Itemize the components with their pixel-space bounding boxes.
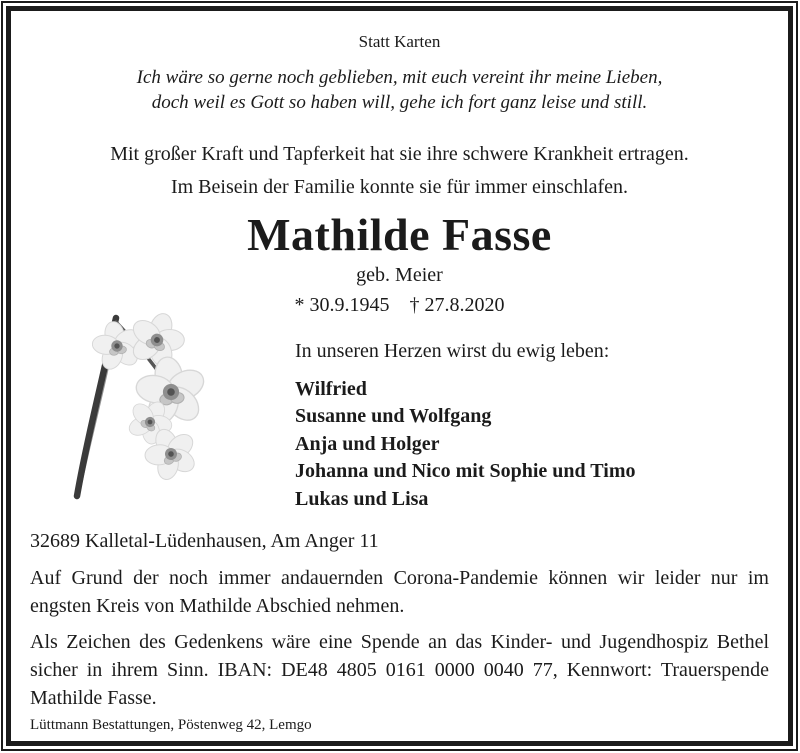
mourner-line: Lukas und Lisa xyxy=(295,487,429,510)
mourner-line: Wilfried xyxy=(295,378,367,400)
notice-outer-frame xyxy=(1,1,798,751)
remembrance-line: In unseren Herzen wirst du ewig leben: xyxy=(295,340,610,362)
intro-line-1: Mit großer Kraft und Tapferkeit hat sie ihre schwere Krankheit ertragen. xyxy=(110,143,689,165)
birth-date: 30.9.1945 xyxy=(309,294,390,316)
maiden-name: geb. Meier xyxy=(356,264,443,286)
mourner-line: Anja und Holger xyxy=(295,432,440,455)
death-date-group xyxy=(410,294,505,316)
verse-line-2: doch weil es Gott so haben will, gehe ich fort ganz leise und still. xyxy=(151,92,648,113)
donation-paragraph: Als Zeichen des Gedenkens wäre eine Spende an das Kinder- und Jugendhospiz Bethel sicher in ihrem Sinn. IBAN: DE48 4805 0161 0000 0040 77, Kennwort: Trauerspende Mathilde Fasse. xyxy=(30,631,769,710)
birth-date-group xyxy=(295,294,390,316)
deceased-name: Mathilde Fasse xyxy=(247,209,552,260)
notice-inner-frame xyxy=(6,6,793,746)
death-cross-symbol: † xyxy=(409,294,420,316)
birth-star-symbol: * xyxy=(294,294,305,316)
orchid-flower-image xyxy=(55,300,295,510)
intro-line-2: Im Beisein der Familie konnte sie für immer einschlafen. xyxy=(170,176,629,198)
mourner-line: Susanne und Wolfgang xyxy=(295,405,492,428)
memorial-verse xyxy=(30,65,769,115)
death-date: 27.8.2020 xyxy=(424,294,505,316)
mourners-list xyxy=(295,376,769,513)
address-line: 32689 Kalletal-Lüdenhausen, Am Anger 11 xyxy=(30,530,379,553)
corona-paragraph: Auf Grund der noch immer andauernden Corona-Pandemie können wir leider nur im engsten Kreis von Mathilde Abschied nehmen. xyxy=(30,567,769,618)
statt-karten-header: Statt Karten xyxy=(358,32,441,51)
mourner-line: Johanna und Nico mit Sophie und Timo xyxy=(295,460,636,483)
verse-line-1: Ich wäre so gerne noch geblieben, mit euch vereint ihr meine Lieben, xyxy=(136,67,663,88)
funeral-home-line: Lüttmann Bestattungen, Pöstenweg 42, Lemgo xyxy=(30,717,312,734)
